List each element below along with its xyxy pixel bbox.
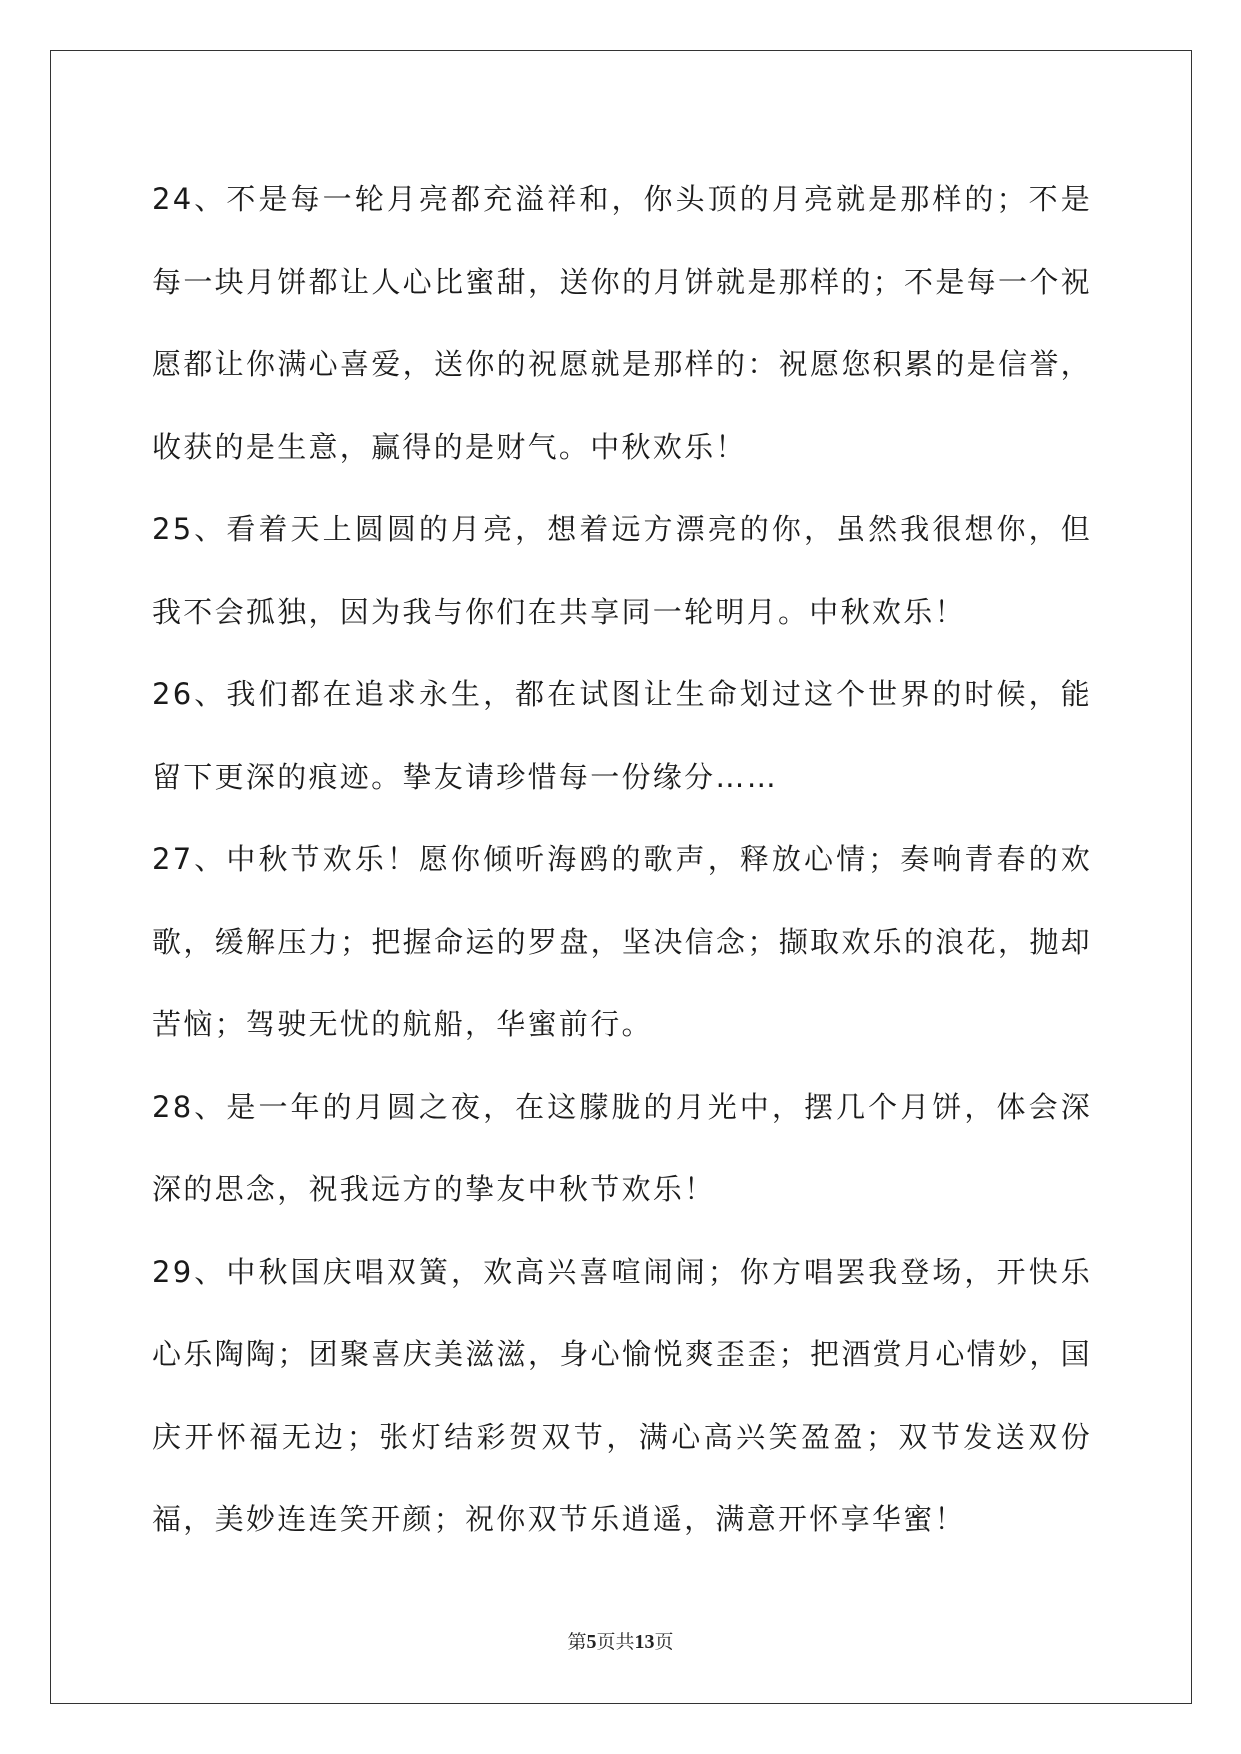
page-footer <box>0 1627 1241 1654</box>
total-prefix: 共 <box>615 1631 635 1653</box>
paragraph-28: 28、是一年的月圆之夜，在这朦胧的月光中，摆几个月饼，体会深深的思念，祝我远方的挚友中秋节欢乐！ <box>152 1089 1092 1206</box>
page-suffix: 页 <box>596 1631 616 1653</box>
total-suffix: 页 <box>654 1631 674 1653</box>
paragraph-26: 26、我们都在追求永生，都在试图让生命划过这个世界的时候，能留下更深的痕迹。挚友请珍惜每一份缘分…… <box>152 677 1092 794</box>
paragraph-24: 24、不是每一轮月亮都充溢祥和，你头顶的月亮就是那样的；不是每一块月饼都让人心比蜜甜，送你的月饼就是那样的；不是每一个祝愿都让你满心喜爱，送你的祝愿就是那样的：祝愿您积累的是信誉，收获的是生意，赢得的是财气。中秋欢乐！ <box>152 182 1092 464</box>
paragraph-29: 29、中秋国庆唱双簧，欢高兴喜喧闹闹；你方唱罢我登场，开快乐心乐陶陶；团聚喜庆美滋滋，身心愉悦爽歪歪；把酒赏月心情妙，国庆开怀福无边；张灯结彩贺双节，满心高兴笑盈盈；双节发送双份福，美妙连连笑开颜；祝你双节乐逍遥，满意开怀享华蜜！ <box>152 1254 1092 1536</box>
total-pages: 13 <box>634 1631 655 1653</box>
document-body <box>152 158 1092 1561</box>
page-number: 5 <box>586 1631 597 1653</box>
paragraph-27: 27、中秋节欢乐！愿你倾听海鸥的歌声，释放心情；奏响青春的欢歌，缓解压力；把握命运的罗盘，坚决信念；撷取欢乐的浪花，抛却苦恼；驾驶无忧的航船，华蜜前行。 <box>152 842 1092 1041</box>
page-prefix: 第 <box>567 1631 587 1653</box>
paragraph-25: 25、看着天上圆圆的月亮，想着远方漂亮的你，虽然我很想你，但我不会孤独，因为我与你们在共享同一轮明月。中秋欢乐！ <box>152 512 1092 629</box>
